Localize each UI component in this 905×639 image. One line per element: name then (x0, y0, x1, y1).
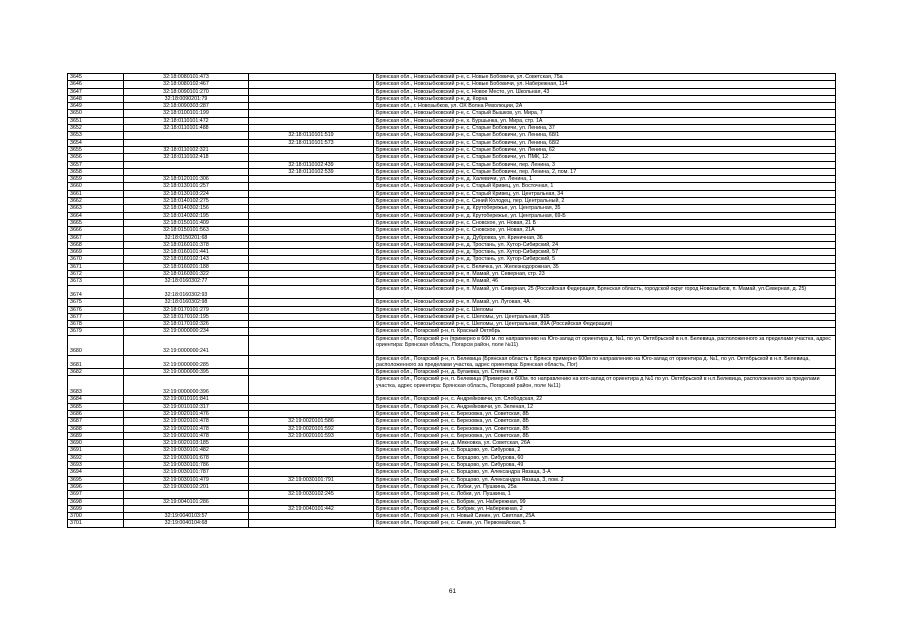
parent-cadastral-number-cell (249, 234, 374, 241)
parent-cadastral-number-cell (249, 285, 374, 299)
parent-cadastral-number-cell (249, 154, 374, 161)
table-row (68, 355, 836, 369)
cadastral-number-cell: 32:18:0090101:270 (124, 88, 249, 95)
address-cell: Брянская обл., Новозыбковский р-н, с. Старые Бобовичи, ул. Ленина, 68/1 (374, 132, 836, 139)
row-number-cell: 3653 (68, 132, 124, 139)
row-number-cell: 3686 (68, 410, 124, 417)
cadastral-number-cell: 32:18:0080102:467 (124, 81, 249, 88)
cadastral-number-cell: 32:18:0130103:224 (124, 190, 249, 197)
parent-cadastral-number-cell (249, 369, 374, 376)
address-cell: Брянская обл., Новозыбковский р-н, п. Мамай, ул. Северная, 25 (Российская Федерация, Брянская область, городской округ город Новозыбков, п. Мамай, ул.Северная, д. 25) (374, 285, 836, 299)
table-row (68, 447, 836, 454)
row-number-cell: 3688 (68, 425, 124, 432)
parent-cadastral-number-cell (249, 263, 374, 270)
cadastral-number-cell: 32:19:0020101:478 (124, 432, 249, 439)
parent-cadastral-number-cell: 32:18:0110102:439 (249, 161, 374, 168)
row-number-cell: 3669 (68, 249, 124, 256)
cadastral-number-cell: 32:18:0160101:378 (124, 241, 249, 248)
row-number-cell: 3679 (68, 328, 124, 335)
address-cell: Брянская обл., Погарский р-н (примерно в 600 м. по направлению на Юго-запад от ориентира д. №1, по ул. Октябрьской в н.п. Белевица, расположенного за пределами участка, адрес ориентира: Брянская область, Погарсм район, поле №11) (374, 335, 836, 355)
cadastral-number-cell (124, 132, 249, 139)
cadastral-number-cell: 32:19:0000000:285 (124, 355, 249, 369)
address-cell: Брянская обл., Погарский р-н, с. Бобрик, ул. Набережная, 99 (374, 498, 836, 505)
address-cell: Брянская обл., Новозыбковский р-н, п. Мамай, ул. Северная, стр. 23 (374, 271, 836, 278)
row-number-cell: 3685 (68, 403, 124, 410)
address-cell: Брянская обл., Новозыбковский р-н, д. Дубровка, ул. Криничная, 36 (374, 234, 836, 241)
table-row (68, 335, 836, 355)
cadastral-number-cell: 32:18:0170102:326 (124, 321, 249, 328)
cadastral-number-cell: 32:18:0160102:143 (124, 256, 249, 263)
row-number-cell: 3682 (68, 369, 124, 376)
row-number-cell: 3675 (68, 299, 124, 306)
parent-cadastral-number-cell (249, 198, 374, 205)
address-cell: Брянская обл., Новозыбковский р-н, с. Величка, ул. Железнодорожная, 35 (374, 263, 836, 270)
cadastral-number-cell: 32:18:0170102:195 (124, 313, 249, 320)
address-cell: Брянская обл., Погарский р-н, с. Борщово, ул. Александра Явзаца, 3, пом. 2 (374, 476, 836, 483)
row-number-cell: 3662 (68, 198, 124, 205)
parent-cadastral-number-cell: 32:19:0040101:442 (249, 505, 374, 512)
parent-cadastral-number-cell (249, 249, 374, 256)
address-cell: Брянская обл., Новозыбковский р-н, д. Корна (374, 95, 836, 102)
address-cell: Брянская обл., Погарский р-н, с. Андрейковичи, ул. Слободская, 22 (374, 396, 836, 403)
row-number-cell: 3648 (68, 95, 124, 102)
table-row (68, 306, 836, 313)
parent-cadastral-number-cell: 32:19:0030102:245 (249, 491, 374, 498)
address-cell: Брянская обл., Новозыбковский р-н, д. Тростань, ул. Хутор-Сибирский, 24 (374, 241, 836, 248)
page-number: 61 (448, 588, 457, 595)
address-cell: Брянская обл., Новозыбковский р-н, д. Крутобережье, ул. Центральная, 35 (374, 205, 836, 212)
row-number-cell: 3665 (68, 219, 124, 226)
cadastral-number-cell: 32:19:0000000:234 (124, 328, 249, 335)
row-number-cell: 3689 (68, 432, 124, 439)
parent-cadastral-number-cell (249, 81, 374, 88)
parent-cadastral-number-cell: 32:18:0110101:519 (249, 132, 374, 139)
address-cell: Брянская обл., Новозыбковский р-н, п. Мамай, 46 (374, 278, 836, 285)
table-row (68, 376, 836, 396)
address-cell: Брянская обл., Новозыбковский р-н, с. Старый Кривец, ул. Восточная, 1 (374, 183, 836, 190)
row-number-cell: 3694 (68, 469, 124, 476)
cadastral-number-cell: 32:19:0030101:479 (124, 476, 249, 483)
cadastral-number-cell: 32:19:0010101:841 (124, 396, 249, 403)
address-cell: Брянская обл., Новозыбковский р-н, с. Шеломы (374, 306, 836, 313)
parent-cadastral-number-cell: 32:19:0020101:592 (249, 425, 374, 432)
row-number-cell: 3667 (68, 234, 124, 241)
table-row (68, 513, 836, 520)
row-number-cell: 3680 (68, 335, 124, 355)
parent-cadastral-number-cell (249, 454, 374, 461)
row-number-cell: 3646 (68, 81, 124, 88)
parent-cadastral-number-cell (249, 498, 374, 505)
cadastral-number-cell: 32:18:0110102:418 (124, 154, 249, 161)
row-number-cell: 3699 (68, 505, 124, 512)
parent-cadastral-number-cell (249, 205, 374, 212)
row-number-cell: 3649 (68, 103, 124, 110)
parent-cadastral-number-cell (249, 88, 374, 95)
table-row (68, 95, 836, 102)
parent-cadastral-number-cell (249, 328, 374, 335)
parent-cadastral-number-cell (249, 241, 374, 248)
cadastral-number-cell: 32:19:0030101:482 (124, 447, 249, 454)
parent-cadastral-number-cell (249, 146, 374, 153)
address-cell: Брянская обл., Погарский р-н, с. Березовка, ул. Советская, 8Б (374, 425, 836, 432)
cadastral-number-cell: 32:19:0040103:57 (124, 513, 249, 520)
parent-cadastral-number-cell (249, 483, 374, 490)
table-row (68, 139, 836, 146)
cadastral-number-cell (124, 168, 249, 175)
address-cell: Брянская обл., Погарский р-н, с. Лобки, ул. Пушкина, 25а (374, 483, 836, 490)
row-number-cell: 3677 (68, 313, 124, 320)
cadastral-number-cell: 32:18:0160301:322 (124, 271, 249, 278)
address-cell: Брянская обл., г. Новозыбков, ул. ОХ Волна Революции, 2А (374, 103, 836, 110)
parent-cadastral-number-cell (249, 117, 374, 124)
address-cell: Брянская обл., Погарский р-н, с. Борщово, ул. Сибурова, 2 (374, 447, 836, 454)
parent-cadastral-number-cell (249, 103, 374, 110)
row-number-cell: 3687 (68, 418, 124, 425)
table-row (68, 454, 836, 461)
cadastral-number-cell: 32:19:0000000:395 (124, 369, 249, 376)
cadastral-number-cell: 32:18:0160302:93 (124, 285, 249, 299)
cadastral-number-cell: 32:18:0080101:473 (124, 74, 249, 81)
row-number-cell: 3650 (68, 110, 124, 117)
address-cell: Брянская обл., Погарский р-н, п. Белевица (Брянская область г. Брянск примерно 600м по направлению на Юго-запад от ориентира д. №1, по ул. Октябрьской в н.п. Белевица, расположенного за пределами участка, адрес ориентира: Брянская область, Пог) (374, 355, 836, 369)
parent-cadastral-number-cell (249, 256, 374, 263)
table-row (68, 321, 836, 328)
cadastral-number-cell: 32:19:0030102:201 (124, 483, 249, 490)
parent-cadastral-number-cell (249, 306, 374, 313)
parent-cadastral-number-cell (249, 190, 374, 197)
address-cell: Брянская обл., Погарский р-н, с. Андрейковичи, ул. Зеленая, 12 (374, 403, 836, 410)
table-row (68, 146, 836, 153)
address-cell: Брянская обл., Погарский р-н, с. Борщово, ул. Сибурова, 49 (374, 462, 836, 469)
address-cell: Брянская обл., Погарский р-н, д. Мякновка, ул. Советская, 26А (374, 440, 836, 447)
table-row (68, 520, 836, 527)
row-number-cell: 3690 (68, 440, 124, 447)
table-row (68, 403, 836, 410)
table-row (68, 425, 836, 432)
table-row (68, 476, 836, 483)
address-cell: Брянская обл., Новозыбковский р-н, с. Старые Бобовичи, ул. Ленина, 68/2 (374, 139, 836, 146)
address-cell: Брянская обл., Новозыбковский р-н, с. Новые Бобовичи, ул. Набережная, 114 (374, 81, 836, 88)
row-number-cell: 3674 (68, 285, 124, 299)
table-row (68, 462, 836, 469)
address-cell: Брянская обл., Новозыбковский р-н, с. Шеломы, ул. Центральная, 91Б (374, 313, 836, 320)
cadastral-number-cell: 32:18:0110102:321 (124, 146, 249, 153)
table-row (68, 440, 836, 447)
row-number-cell: 3660 (68, 183, 124, 190)
row-number-cell: 3701 (68, 520, 124, 527)
cadastral-number-cell: 32:19:0020101:478 (124, 425, 249, 432)
register-body (68, 74, 836, 528)
row-number-cell: 3670 (68, 256, 124, 263)
address-cell: Брянская обл., Новозыбковский р-н, с. Старый Кривец, ул. Центральная, 34 (374, 190, 836, 197)
parent-cadastral-number-cell (249, 403, 374, 410)
row-number-cell: 3695 (68, 476, 124, 483)
address-cell: Брянская обл., Погарский р-н, с. Бобрик, ул. Набережная, 2 (374, 505, 836, 512)
row-number-cell: 3651 (68, 117, 124, 124)
cadastral-number-cell: 32:18:0160302:77 (124, 278, 249, 285)
address-cell: Брянская обл., Погарский р-н, п. Новый Синин, ул. Светлая, 25А (374, 513, 836, 520)
address-cell: Брянская обл., Новозыбковский р-н, д. Тростань, ул. Хутор-Сибирский, 5 (374, 256, 836, 263)
cadastral-number-cell: 32:18:0110101:472 (124, 117, 249, 124)
table-row (68, 491, 836, 498)
table-row (68, 190, 836, 197)
parent-cadastral-number-cell (249, 176, 374, 183)
row-number-cell: 3655 (68, 146, 124, 153)
table-row (68, 132, 836, 139)
row-number-cell: 3663 (68, 205, 124, 212)
property-register-table (67, 73, 836, 528)
row-number-cell: 3700 (68, 513, 124, 520)
cadastral-number-cell: 32:19:0030101:678 (124, 454, 249, 461)
table-row (68, 469, 836, 476)
cadastral-number-cell: 32:19:0020101:476 (124, 410, 249, 417)
parent-cadastral-number-cell (249, 447, 374, 454)
parent-cadastral-number-cell (249, 74, 374, 81)
address-cell: Брянская обл., Новозыбковский р-н, с. Старые Бобовичи, ул. Ленина, 62 (374, 146, 836, 153)
cadastral-number-cell (124, 139, 249, 146)
row-number-cell: 3645 (68, 74, 124, 81)
table-row (68, 212, 836, 219)
cadastral-number-cell: 32:18:0100101:199 (124, 110, 249, 117)
table-row (68, 205, 836, 212)
parent-cadastral-number-cell (249, 125, 374, 132)
cadastral-number-cell: 32:18:0160201:188 (124, 263, 249, 270)
cadastral-number-cell: 32:19:0000000:396 (124, 376, 249, 396)
cadastral-number-cell: 32:18:0140302:156 (124, 205, 249, 212)
address-cell: Брянская обл., Погарский р-н, п. Красный Октябрь (374, 328, 836, 335)
table-row (68, 219, 836, 226)
table-row (68, 249, 836, 256)
parent-cadastral-number-cell: 32:19:0030101:791 (249, 476, 374, 483)
cadastral-number-cell: 32:19:0040104:68 (124, 520, 249, 527)
table-row (68, 74, 836, 81)
table-row (68, 176, 836, 183)
cadastral-number-cell: 32:18:0140102:275 (124, 198, 249, 205)
row-number-cell: 3681 (68, 355, 124, 369)
address-cell: Брянская обл., Новозыбковский р-н, с. Сновское, ул. Новая, 21 Б (374, 219, 836, 226)
row-number-cell: 3693 (68, 462, 124, 469)
cadastral-number-cell: 32:19:0020101:478 (124, 418, 249, 425)
address-cell: Брянская обл., Новозыбковский р-н, с. Старые Бобовичи, пер. Ленина, 3 (374, 161, 836, 168)
parent-cadastral-number-cell (249, 440, 374, 447)
address-cell: Брянская обл., Новозыбковский р-н, с. Старые Бобовичи, ул. Ленина, 37 (374, 125, 836, 132)
cadastral-number-cell: 32:18:0150201:68 (124, 234, 249, 241)
row-number-cell: 3692 (68, 454, 124, 461)
address-cell: Брянская обл., Новозыбковский р-н, с. Старые Бобовичи, пер. Ленина, 2, пом. 17 (374, 168, 836, 175)
row-number-cell: 3656 (68, 154, 124, 161)
address-cell: Брянская обл., Погарский р-н, с. Березовка, ул. Советская, 8Б (374, 432, 836, 439)
table-row (68, 271, 836, 278)
table-row (68, 369, 836, 376)
address-cell: Брянская обл., Новозыбковский р-н, с. Сновское, ул. Новая, 21А (374, 227, 836, 234)
table-row (68, 81, 836, 88)
table-row (68, 103, 836, 110)
cadastral-number-cell: 32:18:0160101:441 (124, 249, 249, 256)
table-row (68, 263, 836, 270)
address-cell: Брянская обл., Новозыбковский р-н, д. Тростань, ул. Хутор-Сибирский, 57 (374, 249, 836, 256)
row-number-cell: 3668 (68, 241, 124, 248)
row-number-cell: 3659 (68, 176, 124, 183)
row-number-cell: 3658 (68, 168, 124, 175)
cadastral-number-cell: 32:19:0030101:787 (124, 469, 249, 476)
cadastral-number-cell: 32:18:0120101:306 (124, 176, 249, 183)
table-row (68, 154, 836, 161)
address-cell: Брянская обл., Новозыбковский р-н, с. Новое Место, ул. Школьная, 43 (374, 88, 836, 95)
table-row (68, 110, 836, 117)
table-row (68, 278, 836, 285)
row-number-cell: 3683 (68, 376, 124, 396)
address-cell: Брянская обл., Погарский р-н, с. Борщово, ул. Сибурова, 60 (374, 454, 836, 461)
parent-cadastral-number-cell: 32:18:0110102:539 (249, 168, 374, 175)
cadastral-number-cell (124, 491, 249, 498)
parent-cadastral-number-cell (249, 110, 374, 117)
address-cell: Брянская обл., Новозыбковский р-н, д. Крутобережье, ул. Центральная, 69-Б (374, 212, 836, 219)
parent-cadastral-number-cell: 32:18:0110101:573 (249, 139, 374, 146)
address-cell: Брянская обл., Новозыбковский р-н, с. Старые Бобовичи, ул. ПМК, 12 (374, 154, 836, 161)
table-row (68, 227, 836, 234)
address-cell: Брянская обл., Погарский р-н, с. Лобки, ул. Пушкина, 1 (374, 491, 836, 498)
table-row (68, 396, 836, 403)
parent-cadastral-number-cell (249, 396, 374, 403)
table-row (68, 410, 836, 417)
cadastral-number-cell: 32:19:0000000:241 (124, 335, 249, 355)
row-number-cell: 3664 (68, 212, 124, 219)
parent-cadastral-number-cell (249, 219, 374, 226)
cadastral-number-cell (124, 505, 249, 512)
cadastral-number-cell: 32:18:0130101:257 (124, 183, 249, 190)
parent-cadastral-number-cell (249, 410, 374, 417)
cadastral-number-cell: 32:18:0090303:287 (124, 103, 249, 110)
row-number-cell: 3666 (68, 227, 124, 234)
parent-cadastral-number-cell (249, 520, 374, 527)
parent-cadastral-number-cell (249, 183, 374, 190)
row-number-cell: 3684 (68, 396, 124, 403)
row-number-cell: 3697 (68, 491, 124, 498)
parent-cadastral-number-cell (249, 462, 374, 469)
address-cell: Брянская обл., Новозыбковский р-н, х. Буршынка, ул. Мира, стр. 1А (374, 117, 836, 124)
parent-cadastral-number-cell (249, 376, 374, 396)
table-row (68, 285, 836, 299)
row-number-cell: 3672 (68, 271, 124, 278)
row-number-cell: 3661 (68, 190, 124, 197)
table-row (68, 125, 836, 132)
table-row (68, 256, 836, 263)
parent-cadastral-number-cell (249, 313, 374, 320)
table-row (68, 168, 836, 175)
row-number-cell: 3676 (68, 306, 124, 313)
table-row (68, 88, 836, 95)
address-cell: Брянская обл., Новозыбковский р-н, п. Мамай, ул. Луговая, 4А (374, 299, 836, 306)
parent-cadastral-number-cell (249, 227, 374, 234)
parent-cadastral-number-cell (249, 469, 374, 476)
parent-cadastral-number-cell (249, 271, 374, 278)
address-cell: Брянская обл., Новозыбковский р-н, с. Шеломы, ул. Центральная, 89А (Российская Федерация) (374, 321, 836, 328)
parent-cadastral-number-cell (249, 355, 374, 369)
cadastral-number-cell: 32:18:0140302:195 (124, 212, 249, 219)
cadastral-number-cell: 32:19:0030101:786 (124, 462, 249, 469)
row-number-cell: 3698 (68, 498, 124, 505)
parent-cadastral-number-cell (249, 321, 374, 328)
address-cell: Брянская обл., Новозыбковский р-н, с. Новые Бобовичи, ул. Советская, 75а (374, 74, 836, 81)
address-cell: Брянская обл., Погарский р-н, п. Белевица (Примерно в 600м. по направлению на юго-запад от ориентира д №1 по ул. Октябрьской в н.п.Белевица, расположенного за пределами участка, адрес ориентира: Брянская область, Погарский район, поле №11) (374, 376, 836, 396)
parent-cadastral-number-cell: 32:19:0020101:593 (249, 432, 374, 439)
address-cell: Брянская обл., Погарский р-н, с. Синин, ул. Первомайская, 5 (374, 520, 836, 527)
cadastral-number-cell: 32:19:0040101:286 (124, 498, 249, 505)
row-number-cell: 3654 (68, 139, 124, 146)
table-row (68, 313, 836, 320)
address-cell: Брянская обл., Погарский р-н, д. Бугаевка, ул. Степная, 2 (374, 369, 836, 376)
table-row (68, 328, 836, 335)
cadastral-number-cell: 32:18:0170101:279 (124, 306, 249, 313)
table-row (68, 432, 836, 439)
row-number-cell: 3652 (68, 125, 124, 132)
cadastral-number-cell: 32:18:0090201:79 (124, 95, 249, 102)
cadastral-number-cell: 32:18:0150101:563 (124, 227, 249, 234)
address-cell: Брянская обл., Погарский р-н, с. Березовка, ул. Советская, 8Б (374, 410, 836, 417)
row-number-cell: 3691 (68, 447, 124, 454)
row-number-cell: 3673 (68, 278, 124, 285)
address-cell: Брянская обл., Новозыбковский р-н, с. Синий Колодец, пер. Центральный, 2 (374, 198, 836, 205)
row-number-cell: 3671 (68, 263, 124, 270)
row-number-cell: 3678 (68, 321, 124, 328)
address-cell: Брянская обл., Новозыбковский р-н, с. Старый Вышков, ул. Мира, 7 (374, 110, 836, 117)
row-number-cell: 3657 (68, 161, 124, 168)
address-cell: Брянская обл., Погарский р-н, с. Борщово, ул. Александра Явзаца, 3-А (374, 469, 836, 476)
table-row (68, 241, 836, 248)
table-row (68, 198, 836, 205)
table-row (68, 505, 836, 512)
cadastral-number-cell: 32:18:0110101:488 (124, 125, 249, 132)
cadastral-number-cell (124, 161, 249, 168)
cadastral-number-cell: 32:18:0160302:98 (124, 299, 249, 306)
parent-cadastral-number-cell (249, 95, 374, 102)
parent-cadastral-number-cell (249, 335, 374, 355)
table-row (68, 234, 836, 241)
parent-cadastral-number-cell (249, 278, 374, 285)
table-row (68, 183, 836, 190)
parent-cadastral-number-cell (249, 513, 374, 520)
cadastral-number-cell: 32:19:0020103:185 (124, 440, 249, 447)
row-number-cell: 3647 (68, 88, 124, 95)
parent-cadastral-number-cell (249, 212, 374, 219)
table-row (68, 299, 836, 306)
row-number-cell: 3696 (68, 483, 124, 490)
cadastral-number-cell: 32:18:0150101:409 (124, 219, 249, 226)
parent-cadastral-number-cell (249, 299, 374, 306)
address-cell: Брянская обл., Новозыбковский р-н, д. Халевичи, ул. Ленина, 1 (374, 176, 836, 183)
address-cell: Брянская обл., Погарский р-н, с. Березовка, ул. Советская, 8Б (374, 418, 836, 425)
table-row (68, 418, 836, 425)
table-row (68, 498, 836, 505)
table-row (68, 117, 836, 124)
cadastral-number-cell: 32:19:0010102:317 (124, 403, 249, 410)
table-row (68, 161, 836, 168)
table-row (68, 483, 836, 490)
parent-cadastral-number-cell: 32:19:0020101:586 (249, 418, 374, 425)
